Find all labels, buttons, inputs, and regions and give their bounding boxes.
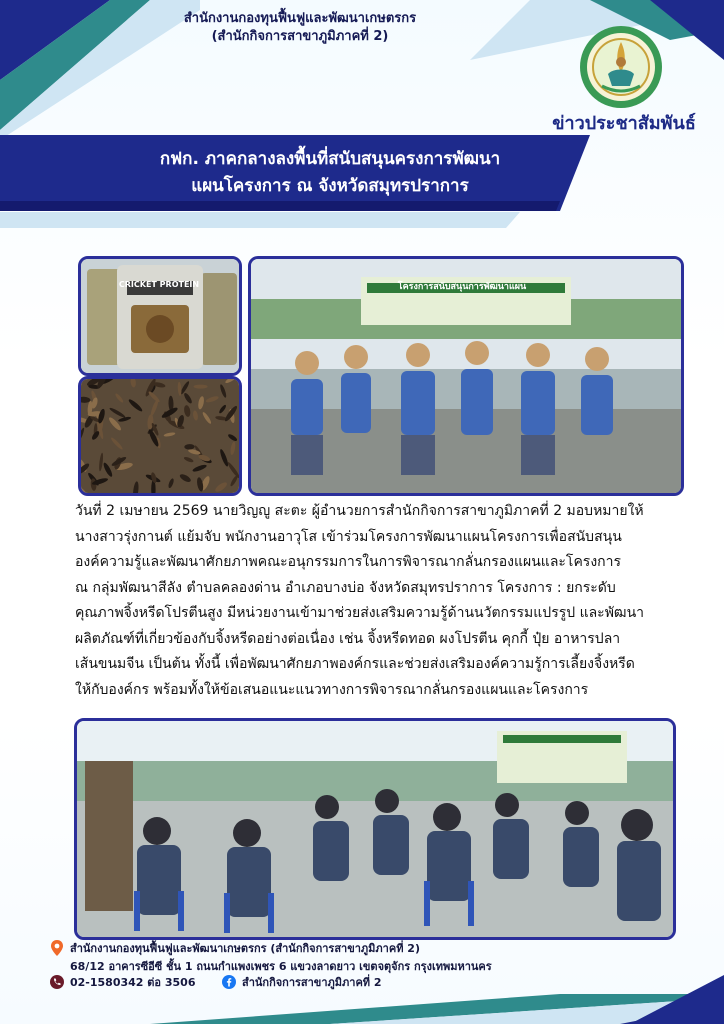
location-pin-icon: [50, 940, 64, 956]
title-underline: [0, 212, 520, 228]
article-line: นางสาวรุ่งกานต์ แย้มจับ พนักงานอาวุโส เข้าร่วมโครงการพัฒนาแผนโครงการเพื่อสนับสนุน: [75, 528, 622, 545]
title-line-1: กฟก. ภาคกลางลงพื้นที่สนับสนุนครงการพัฒนา: [159, 149, 501, 169]
article-body: [75, 499, 695, 703]
article-line: ให้กับองค์กร พร้อมทั้งให้ข้อเสนอแนะแนวทางการพิจารณากลั่นกรองแผนและโครงการ: [75, 681, 589, 698]
article-line: คุณภาพจิ้งหรีดโปรตีนสูง มีหน่วยงานเข้ามาช่วยส่งเสริมความรู้ด้านนวัตกรรมแปรรูป และพัฒนา: [75, 605, 645, 621]
news-title: [70, 146, 590, 200]
product-label: CRICKET PROTEIN: [118, 280, 200, 289]
photo-crickets: [78, 376, 242, 496]
facebook-icon: [222, 975, 236, 989]
org-branch: (สำนักกิจการสาขาภูมิภาคที่ 2): [211, 29, 389, 44]
article-line: ณ กลุ่มพัฒนาสีลัง ตำบลคลองด่าน อำเภอบางบ่อ จังหวัดสมุทรปราการ โครงการ : ยกระดับ: [75, 579, 616, 596]
photo-product: [78, 256, 242, 376]
footer-facebook: สำนักกิจการสาขาภูมิภาคที่ 2: [242, 976, 382, 989]
footer-address-title-row: [50, 938, 420, 958]
phone-icon: [50, 975, 64, 989]
pr-label: ข่าวประชาสัมพันธ์: [552, 113, 696, 134]
org-logo-icon: [578, 24, 664, 110]
bottom-right-decoration: [630, 965, 724, 1024]
org-header: [120, 10, 480, 46]
footer-address-title: สำนักงานกองทุนฟื้นฟูและพัฒนาเกษตรกร (สำนักกิจการสาขาภูมิภาคที่ 2): [70, 942, 420, 955]
footer-address: 68/12 อาคารซีอีซี ชั้น 1 ถนนกำแพงเพชร 6 แขวงลาดยาว เขตจตุจักร กรุงเทพมหานคร: [70, 960, 492, 973]
article-line: ผลิตภัณฑ์ที่เกี่ยวข้องกับจิ้งหรีดอย่างต่อเนื่อง เช่น จิ้งหรีดทอด ผงโปรตีน คุกกี้ ปุ๋ย อาหารปลา: [75, 630, 621, 647]
org-name: สำนักงานกองทุนฟื้นฟูและพัฒนาเกษตรกร: [183, 11, 417, 26]
group-photo-banner-text: โครงการสนับสนุนการพัฒนาแผน: [397, 282, 527, 292]
footer-phone: 02-1580342 ต่อ 3506: [70, 976, 196, 989]
article-line: วันที่ 2 เมษายน 2569 นายวิญญู สะตะ ผู้อำนวยการสำนักกิจการสาขาภูมิภาคที่ 2 มอบหมายให้: [75, 503, 644, 519]
title-line-2: แผนโครงการ ณ จังหวัดสมุทรปราการ: [191, 176, 469, 196]
bottom-left-decoration: [0, 994, 724, 1024]
article-line: องค์ความรู้และพัฒนาศักยภาพคณะอนุกรรมการในการพิจารณากลั่นกรองแผนและโครงการ: [75, 554, 622, 570]
article-line: เส้นขนมจีน เป็นต้น ทั้งนี้ เพื่อพัฒนาศักยภาพองค์กรและช่วยส่งเสริมองค์ความรู้การเลี้ยงจิ้งหรีด: [75, 656, 635, 672]
photo-meeting: [74, 718, 676, 940]
footer-contact-row: [50, 972, 382, 992]
